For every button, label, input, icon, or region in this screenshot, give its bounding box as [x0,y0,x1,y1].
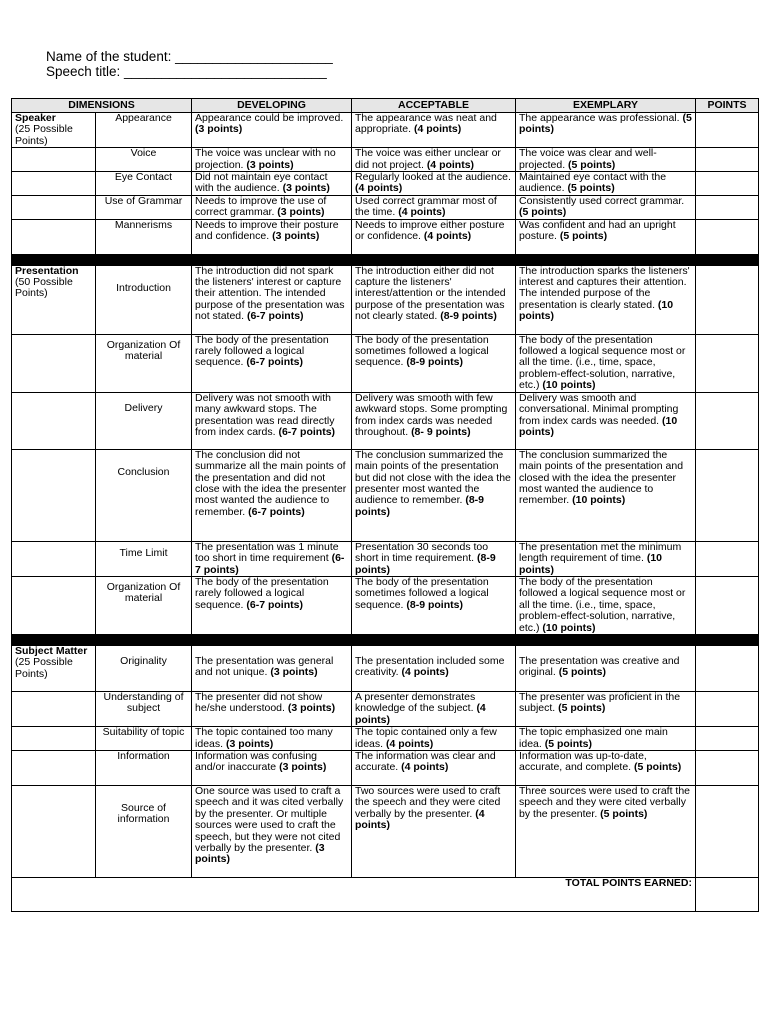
acceptable-cell: Presentation 30 seconds too short in time requirement. (8-9 points) [352,541,516,576]
points-cell[interactable] [696,750,759,785]
dimension-label: Suitability of topic [96,727,192,751]
group-subtitle: (50 Possible Points) [15,276,73,300]
developing-cell: Needs to improve the use of correct grammar. (3 points) [192,195,352,219]
developing-cell: The conclusion did not summarize all the main points of the presentation and did not close with the idea the presenter most wanted the audience to remember. (6-7 points) [192,449,352,541]
exemplary-cell: Delivery was smooth and conversational. Minimal prompting from index cards was needed. (10 points) [516,392,696,449]
acceptable-cell: Regularly looked at the audience. (4 points) [352,172,516,196]
group-title: Presentation [15,265,79,277]
points-cell[interactable] [696,645,759,691]
dimension-label: Voice [96,148,192,172]
col-exemplary: EXEMPLARY [516,99,696,113]
group-subtitle: (25 Possible Points) [15,123,73,147]
group-subtitle: (25 Possible Points) [15,656,73,680]
points-cell[interactable] [696,148,759,172]
speaker-group-label [12,113,96,148]
col-points: POINTS [696,99,759,113]
rubric-row [12,195,759,219]
section-divider [12,254,759,265]
dimension-label: Information [96,750,192,785]
acceptable-cell: The topic contained only a few ideas. (4 points) [352,727,516,751]
points-cell[interactable] [696,334,759,392]
rubric-row [12,449,759,541]
col-developing: DEVELOPING [192,99,352,113]
points-cell[interactable] [696,195,759,219]
dimension-label: Time Limit [96,541,192,576]
exemplary-cell: Maintained eye contact with the audience. (5 points) [516,172,696,196]
exemplary-cell: The presentation met the minimum length requirement of time. (10 points) [516,541,696,576]
rubric-row [12,576,759,634]
exemplary-cell: The presenter was proficient in the subject. (5 points) [516,691,696,726]
student-name-line[interactable]: Name of the student: _____________________ [46,49,333,64]
rubric-row [12,172,759,196]
points-cell[interactable] [696,691,759,726]
total-points-label: TOTAL POINTS EARNED: [12,877,696,911]
exemplary-cell: The topic emphasized one main idea. (5 points) [516,727,696,751]
presentation-group-label [12,265,96,334]
developing-cell: The introduction did not spark the listeners' interest or capture their attention. The intended purpose of the presentation was not stated. (6-7 points) [192,265,352,334]
total-row [12,877,759,911]
developing-cell: Needs to improve their posture and confidence. (3 points) [192,219,352,254]
rubric-row [12,691,759,726]
dimension-label: Appearance [96,113,192,148]
speech-rubric-table [11,98,759,912]
dimension-label: Originality [96,645,192,691]
developing-cell: Delivery was not smooth with many awkward stops. The presentation was read directly from index cards. (6-7 points) [192,392,352,449]
developing-cell: Did not maintain eye contact with the audience. (3 points) [192,172,352,196]
points-cell[interactable] [696,219,759,254]
acceptable-cell: The body of the presentation sometimes followed a logical sequence. (8-9 points) [352,576,516,634]
rubric-row [12,392,759,449]
developing-cell: The voice was unclear with no projection. (3 points) [192,148,352,172]
exemplary-cell: Three sources were used to craft the speech and they were cited verbally by the presenter. (5 points) [516,785,696,877]
developing-cell: The presenter did not show he/she understood. (3 points) [192,691,352,726]
developing-cell: The presentation was general and not unique. (3 points) [192,645,352,691]
exemplary-cell: The introduction sparks the listeners' interest and captures their attention. The intended purpose of the presentation is clearly stated. (10 points) [516,265,696,334]
rubric-row [12,334,759,392]
acceptable-cell: The body of the presentation sometimes followed a logical sequence. (8-9 points) [352,334,516,392]
dimension-label: Conclusion [96,449,192,541]
rubric-row [12,113,759,148]
points-cell[interactable] [696,449,759,541]
col-dimensions: DIMENSIONS [12,99,192,113]
acceptable-cell: The introduction either did not capture the listeners' interest/attention or the intended purpose of the presentation was not clearly stated. (8-9 points) [352,265,516,334]
developing-cell: The topic contained too many ideas. (3 points) [192,727,352,751]
developing-cell: The body of the presentation rarely followed a logical sequence. (6-7 points) [192,576,352,634]
acceptable-cell: The presentation included some creativity. (4 points) [352,645,516,691]
dimension-label: Use of Grammar [96,195,192,219]
total-points-cell[interactable] [696,877,759,911]
col-acceptable: ACCEPTABLE [352,99,516,113]
acceptable-cell: Needs to improve either posture or confidence. (4 points) [352,219,516,254]
group-title: Subject Matter [15,645,88,657]
acceptable-cell: The conclusion summarized the main points of the presentation but did not close with the idea the presenter most wanted the audience to remember. (8-9 points) [352,449,516,541]
exemplary-cell: The body of the presentation followed a logical sequence most or all the time. (i.e., time, space, problem-effect-solution, narrative, etc.) (10 points) [516,576,696,634]
dimension-label: Mannerisms [96,219,192,254]
developing-cell: The presentation was 1 minute too short in time requirement (6-7 points) [192,541,352,576]
points-cell[interactable] [696,172,759,196]
acceptable-cell: The appearance was neat and appropriate. (4 points) [352,113,516,148]
dimension-label: Understanding of subject [96,691,192,726]
group-title: Speaker [15,112,56,124]
points-cell[interactable] [696,727,759,751]
speech-title-line[interactable]: Speech title: ___________________________ [46,64,327,79]
acceptable-cell: A presenter demonstrates knowledge of the subject. (4 points) [352,691,516,726]
rubric-row [12,645,759,691]
dimension-label: Source of information [96,785,192,877]
acceptable-cell: The information was clear and accurate. (4 points) [352,750,516,785]
points-cell[interactable] [696,541,759,576]
points-cell[interactable] [696,785,759,877]
exemplary-cell: The voice was clear and well-projected. (5 points) [516,148,696,172]
points-cell[interactable] [696,576,759,634]
exemplary-cell: Information was up-to-date, accurate, and complete. (5 points) [516,750,696,785]
points-cell[interactable] [696,392,759,449]
acceptable-cell: Delivery was smooth with few awkward stops. Some prompting from index cards was needed throughout. (8- 9 points) [352,392,516,449]
exemplary-cell: The appearance was professional. (5 points) [516,113,696,148]
acceptable-cell: Used correct grammar most of the time. (4 points) [352,195,516,219]
rubric-row [12,727,759,751]
exemplary-cell: The conclusion summarized the main points of the presentation and closed with the idea the presenter most wanted the audience to remember. (10 points) [516,449,696,541]
rubric-row [12,750,759,785]
dimension-label: Organization Of material [96,334,192,392]
developing-cell: Appearance could be improved. (3 points) [192,113,352,148]
rubric-row [12,148,759,172]
dimension-label: Eye Contact [96,172,192,196]
rubric-row [12,265,759,334]
exemplary-cell: Consistently used correct grammar. (5 points) [516,195,696,219]
exemplary-cell: Was confident and had an upright posture. (5 points) [516,219,696,254]
exemplary-cell: The presentation was creative and original. (5 points) [516,645,696,691]
header-row [12,99,759,113]
developing-cell: One source was used to craft a speech and it was cited verbally by the presenter. Or multiple sources were used to craft the speech, but they were not cited verbally by the presenter. (3 points) [192,785,352,877]
rubric-row [12,785,759,877]
acceptable-cell: Two sources were used to craft the speech and they were cited verbally by the presenter. (4 points) [352,785,516,877]
developing-cell: The body of the presentation rarely followed a logical sequence. (6-7 points) [192,334,352,392]
rubric-row [12,219,759,254]
section-divider [12,634,759,645]
rubric-row [12,541,759,576]
subject-group-label [12,645,96,691]
acceptable-cell: The voice was either unclear or did not project. (4 points) [352,148,516,172]
dimension-label: Introduction [96,265,192,334]
points-cell[interactable] [696,265,759,334]
dimension-label: Delivery [96,392,192,449]
exemplary-cell: The body of the presentation followed a logical sequence most or all the time. (i.e., time, space, problem-effect-solution, narrative, etc.) (10 points) [516,334,696,392]
dimension-label: Organization Of material [96,576,192,634]
points-cell[interactable] [696,113,759,148]
developing-cell: Information was confusing and/or inaccurate (3 points) [192,750,352,785]
